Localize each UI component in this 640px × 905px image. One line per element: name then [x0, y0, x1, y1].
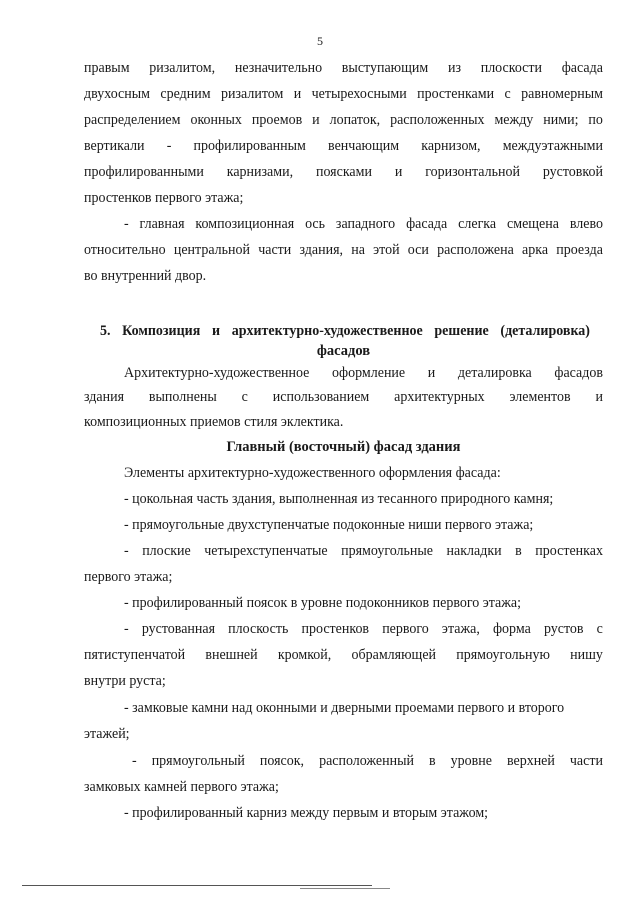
text-line: здания выполнены с использованием архитектурных элементов и: [84, 389, 603, 405]
text-line: двухосным средним ризалитом и четырехосными простенками с равномерным: [84, 86, 603, 102]
text-line: относительно центральной части здания, на этой оси расположена арка проезда: [84, 242, 603, 258]
text-line: - замковые камни над оконными и дверными проемами первого и второго: [124, 700, 565, 716]
bottom-rule: [22, 885, 372, 886]
text-line: внутри руста;: [84, 673, 166, 689]
text-line: пятиступенчатой внешней кромкой, обрамляющей прямоугольную нишу: [84, 647, 603, 663]
text-line: композиционных приемов стиля эклектика.: [84, 414, 344, 430]
text-line: - профилированный карниз между первым и вторым этажом;: [124, 805, 489, 821]
text-line: - плоские четырехступенчатые прямоугольные накладки в простенках: [124, 543, 603, 559]
text-line: - рустованная плоскость простенков первого этажа, форма рустов с: [124, 621, 603, 637]
text-line: распределением оконных проемов и лопаток, расположенных между ними; по: [84, 112, 603, 128]
text-line: - прямоугольные двухступенчатые подоконные ниши первого этажа;: [124, 517, 534, 533]
text-line: Архитектурно-художественное оформление и деталировка фасадов: [124, 365, 603, 381]
text-line: - главная композиционная ось западного фасада слегка смещена влево: [124, 216, 603, 232]
text-line: профилированными карнизами, поясками и горизонтальной рустовкой: [84, 164, 603, 180]
text-line: фасадов: [316, 343, 371, 359]
text-line: 5. Композиция и архитектурно-художественное решение (деталировка): [100, 323, 590, 339]
text-line: - профилированный поясок в уровне подоконников первого этажа;: [124, 595, 522, 611]
text-line: Главный (восточный) фасад здания: [226, 439, 461, 455]
text-line: первого этажа;: [84, 569, 173, 585]
text-line: этажей;: [84, 726, 130, 742]
page-number: 5: [317, 34, 323, 48]
text-line: замковых камней первого этажа;: [84, 779, 279, 795]
text-line: - цокольная часть здания, выполненная из тесанного природного камня;: [124, 491, 554, 507]
text-line: во внутренний двор.: [84, 268, 207, 284]
text-line: правым ризалитом, незначительно выступающим из плоскости фасада: [84, 60, 603, 76]
text-line: Элементы архитектурно-художественного оформления фасада:: [124, 465, 501, 481]
text-line: - прямоугольный поясок, расположенный в уровне верхней части: [132, 753, 603, 769]
text-line: простенков первого этажа;: [84, 190, 244, 206]
text-line: вертикали - профилированным венчающим карнизом, междуэтажными: [84, 138, 603, 154]
bottom-rule-fragment: [300, 888, 390, 889]
